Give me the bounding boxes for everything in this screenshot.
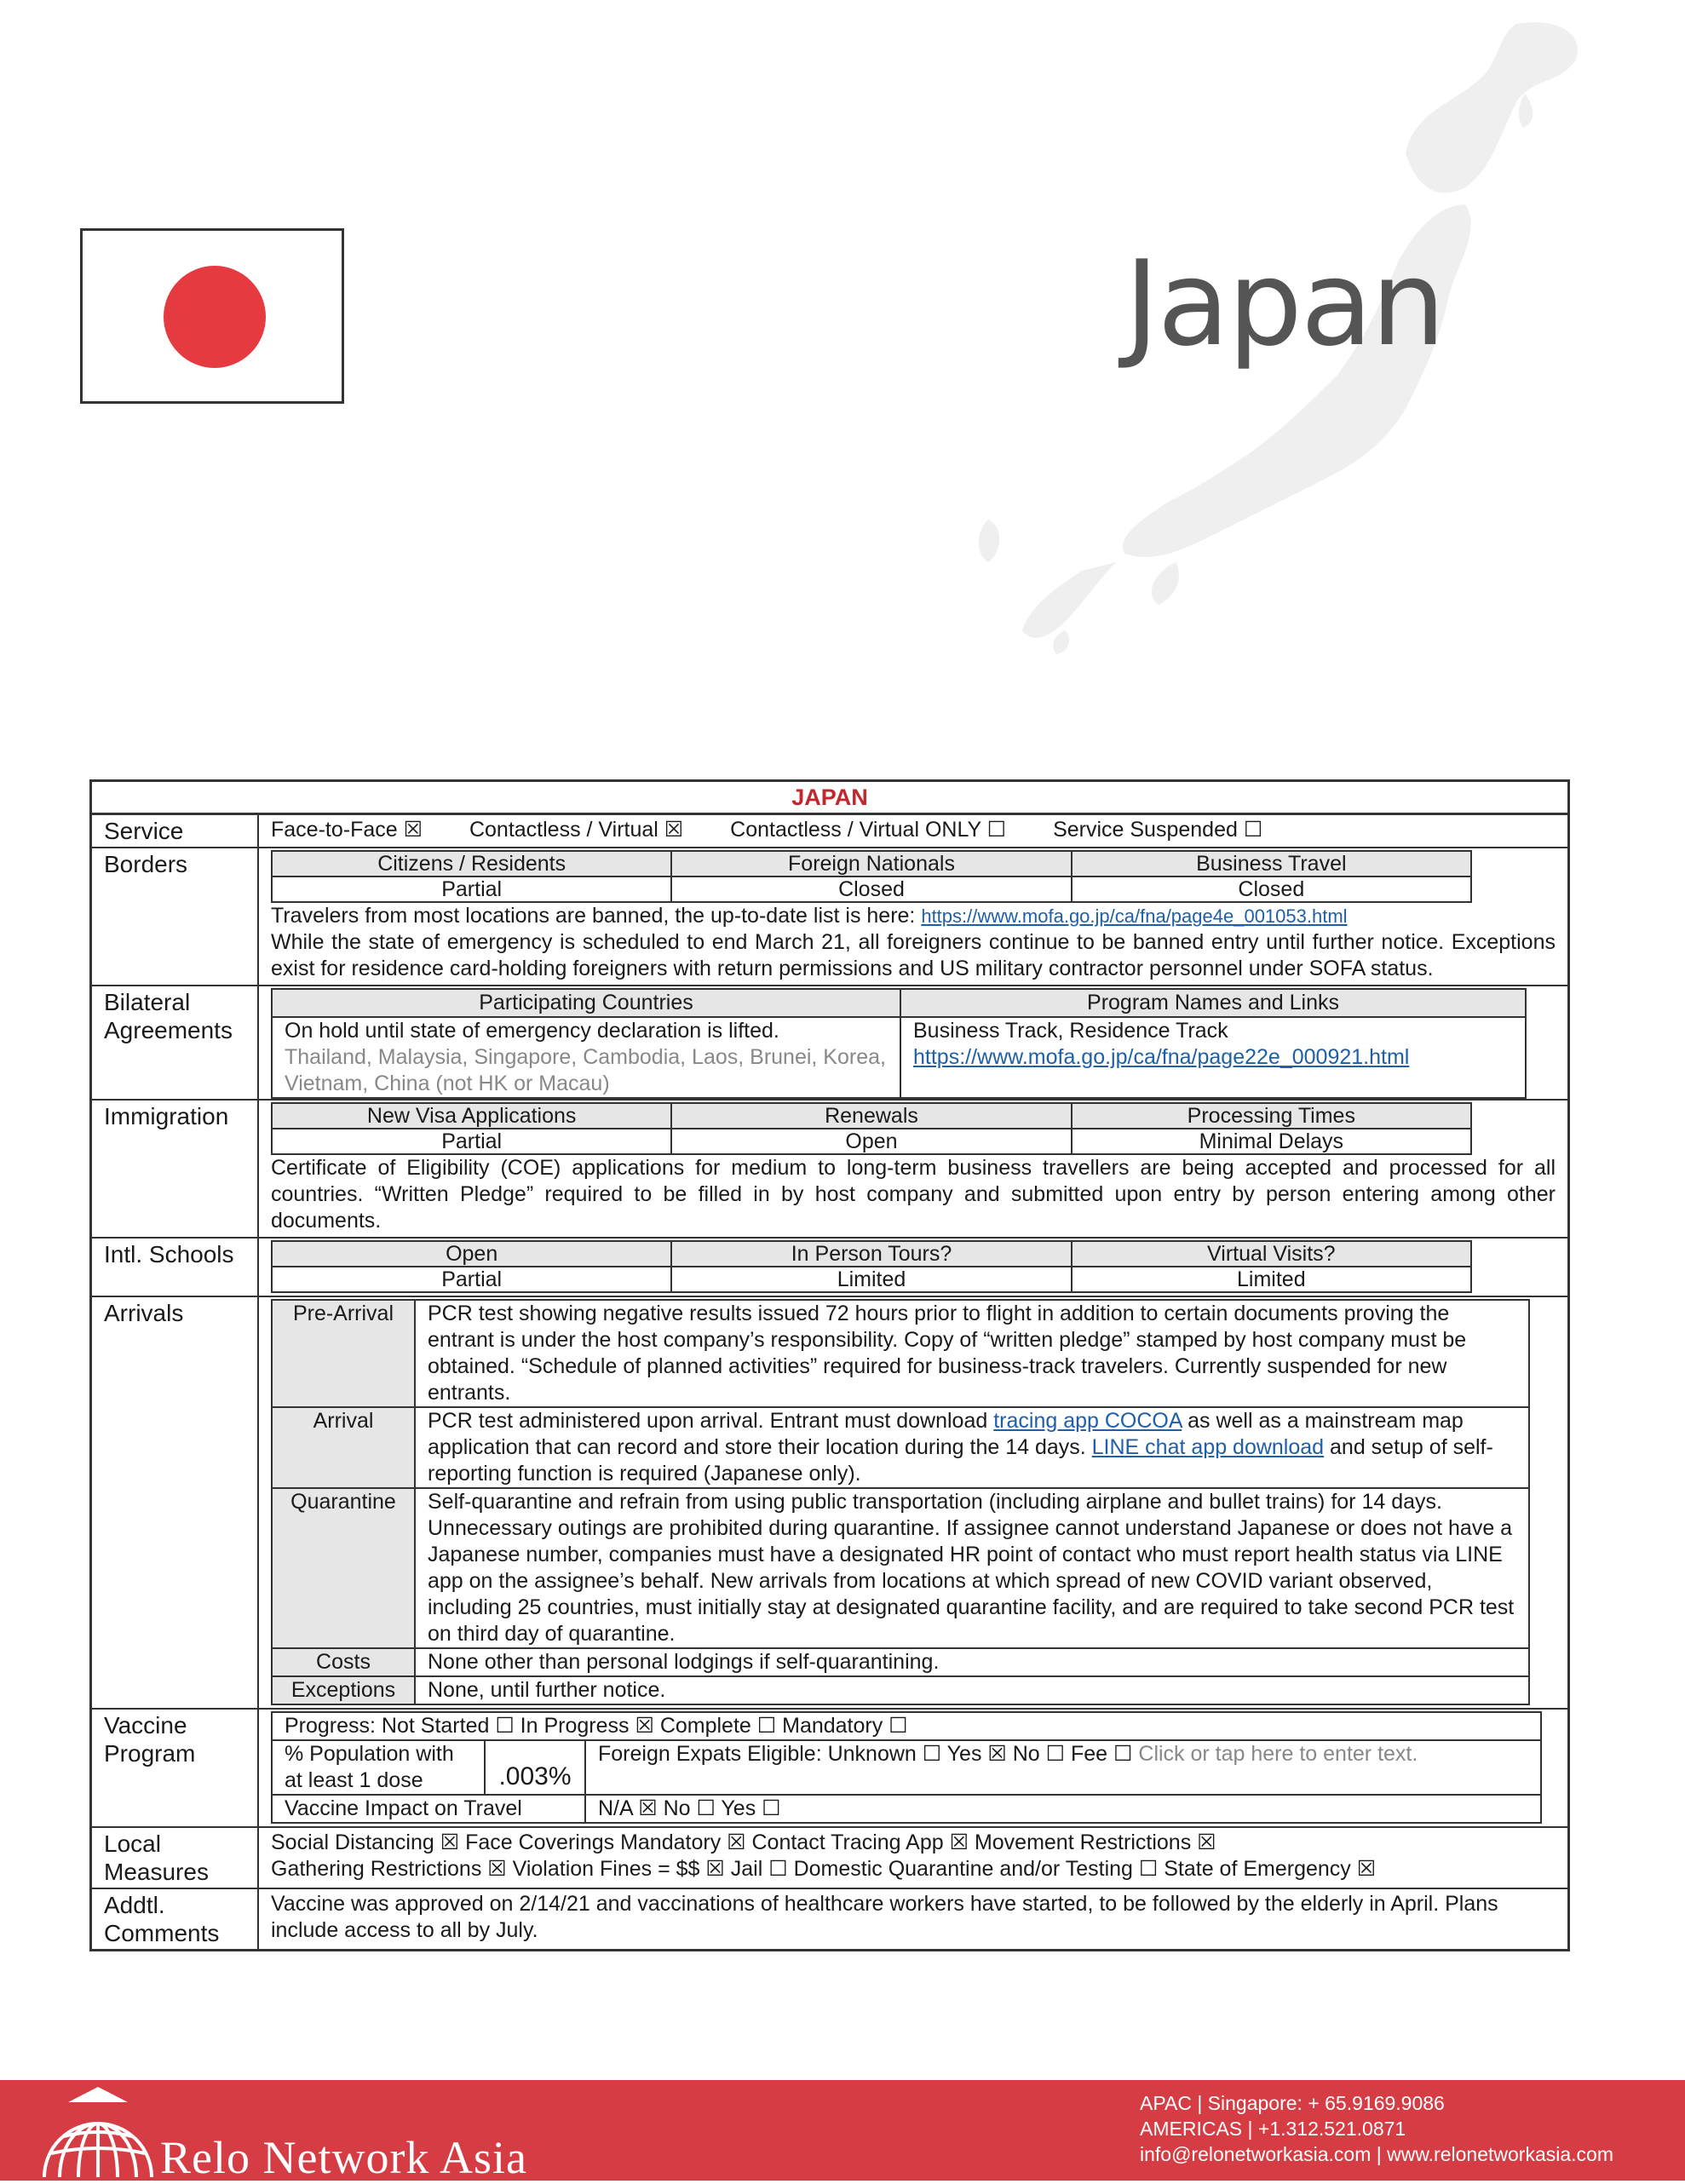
arrivals-key: Exceptions bbox=[273, 1677, 416, 1704]
vaccine-table bbox=[271, 1711, 1542, 1824]
arrivals-row bbox=[273, 1487, 1528, 1647]
row-arrivals bbox=[92, 1296, 1567, 1708]
contact-block bbox=[1140, 2090, 1613, 2167]
row-bilateral bbox=[92, 985, 1567, 1099]
header-cell: Open bbox=[271, 1240, 670, 1267]
label-line: Bilateral bbox=[104, 989, 191, 1015]
header-cell: Foreign Nationals bbox=[670, 850, 1070, 877]
header-cell: Business Travel bbox=[1071, 850, 1472, 877]
label-line: Addtl. bbox=[104, 1892, 165, 1918]
arrival-text: as well as a mainstream map application that can record and store their location during the 14 days. bbox=[428, 1409, 1464, 1459]
impact-label: Vaccine Impact on Travel bbox=[273, 1796, 586, 1822]
service-option: Contactless / Virtual ONLY ☐ bbox=[730, 818, 1007, 842]
arrivals-row bbox=[273, 1675, 1528, 1704]
pct-label: % Population with at least 1 dose bbox=[273, 1741, 486, 1794]
local-line: Social Distancing ☒ Face Coverings Mandatory ☒ Contact Tracing App ☒ Movement Restrictions ☒ bbox=[271, 1831, 1216, 1854]
borders-header bbox=[271, 850, 1472, 877]
value-cell: Partial bbox=[271, 877, 670, 903]
contact-line[interactable]: info@relonetworkasia.com | www.relonetworkasia.com bbox=[1140, 2143, 1613, 2165]
row-label: Service bbox=[92, 815, 259, 847]
arrivals-row bbox=[273, 1406, 1528, 1487]
note-text: Travelers from most locations are banned, the up-to-date list is here: bbox=[271, 904, 922, 928]
label-line: Vaccine bbox=[104, 1712, 187, 1739]
arrivals-row bbox=[273, 1647, 1528, 1675]
immigration-note: Certificate of Eligibility (COE) applications for medium to long-term business travellers are being accepted and processed for all countries. “Written Pledge” required to be filled in by host company and submitted upon entry by person entering among other documents. bbox=[271, 1156, 1556, 1233]
note-text: While the state of emergency is scheduled to end March 21, all foreigners continue to be banned entry until further notice. Exceptions exist for residence card-holding foreigners with return permissions and US military contractor personnel under SOFA status. bbox=[271, 930, 1556, 980]
table-title: JAPAN bbox=[89, 779, 1570, 815]
row-service bbox=[92, 815, 1567, 847]
bilateral-header bbox=[271, 988, 1527, 1018]
japan-flag bbox=[80, 228, 344, 404]
row-label bbox=[92, 986, 259, 1099]
arrivals-value: Self-quarantine and refrain from using public transportation (including airplane and bullet trains) for 14 days. Unnecessary outings are prohibited during quarantine. If assignee cannot understand Japanese or does not have a Japanese number, companies must have a designated HR point of contact who must report health status via LINE app on the assignee’s behalf. New arrivals from locations at which spread of new COVID variant observed, including 25 countries, must initially stay at designated quarantine facility, and are required to take second PCR test on third day of quarantine. bbox=[428, 1490, 1515, 1646]
eligibility-text: Foreign Expats Eligible: Unknown ☐ Yes ☒ No ☐ Fee ☐ bbox=[598, 1742, 1139, 1766]
row-label bbox=[92, 1710, 259, 1826]
bilateral-body bbox=[271, 1018, 1527, 1099]
arrivals-value: None other than personal lodgings if self-quarantining. bbox=[428, 1650, 940, 1674]
header-cell: Processing Times bbox=[1071, 1102, 1472, 1129]
value-cell: Closed bbox=[670, 877, 1070, 903]
row-label: Borders bbox=[92, 848, 259, 985]
label-line: Measures bbox=[104, 1859, 209, 1885]
row-label: Immigration bbox=[92, 1101, 259, 1237]
countries-status: On hold until state of emergency declaration is lifted. bbox=[285, 1019, 779, 1043]
brand-name: Relo Network Asia bbox=[160, 2132, 527, 2183]
arrivals-row bbox=[273, 1301, 1528, 1406]
row-borders bbox=[92, 847, 1567, 985]
line-app-link[interactable]: LINE chat app download bbox=[1091, 1435, 1325, 1459]
value-cell: Partial bbox=[271, 1129, 670, 1155]
program-names: Business Track, Residence Track bbox=[913, 1019, 1228, 1043]
vaccine-progress: Progress: Not Started ☐ In Progress ☒ Complete ☐ Mandatory ☐ bbox=[285, 1714, 908, 1738]
value-cell: Minimal Delays bbox=[1071, 1129, 1472, 1155]
arrivals-key: Costs bbox=[273, 1649, 416, 1675]
mofa-link[interactable]: https://www.mofa.go.jp/ca/fna/page4e_001053.html bbox=[921, 905, 1348, 927]
value-cell: Open bbox=[670, 1129, 1070, 1155]
comments-text: Vaccine was approved on 2/14/21 and vaccinations of healthcare workers have started, to be followed by the elderly in April. Plans include access to all by July. bbox=[271, 1892, 1498, 1942]
row-label: Arrivals bbox=[92, 1297, 259, 1708]
header-cell: Program Names and Links bbox=[900, 988, 1527, 1018]
row-vaccine bbox=[92, 1708, 1567, 1826]
arrivals-table bbox=[271, 1299, 1530, 1705]
arrivals-key: Pre-Arrival bbox=[273, 1301, 416, 1406]
eligibility-placeholder[interactable]: Click or tap here to enter text. bbox=[1138, 1742, 1418, 1766]
borders-values bbox=[271, 877, 1472, 903]
footer-bar bbox=[0, 2080, 1685, 2181]
value-cell: Limited bbox=[1071, 1267, 1472, 1293]
countries-list: Thailand, Malaysia, Singapore, Cambodia, Laos, Brunei, Korea, Vietnam, China (not HK or Macau) bbox=[285, 1045, 886, 1095]
arrivals-key: Quarantine bbox=[273, 1489, 416, 1647]
flag-red-circle bbox=[164, 266, 266, 368]
service-option: Face-to-Face ☒ bbox=[271, 818, 423, 842]
label-line: Comments bbox=[104, 1920, 220, 1946]
program-link[interactable]: https://www.mofa.go.jp/ca/fna/page22e_000921.html bbox=[913, 1045, 1410, 1069]
header-cell: Participating Countries bbox=[271, 988, 900, 1018]
row-schools bbox=[92, 1237, 1567, 1296]
header-cell: Virtual Visits? bbox=[1071, 1240, 1472, 1267]
arrivals-value: PCR test showing negative results issued 72 hours prior to flight in addition to certain documents proving the entrant is under the host company’s responsibility. Copy of “written pledge” stamped by host company must be obtained. “Schedule of planned activities” required for business-track travelers. Currently suspended for new entrants. bbox=[428, 1302, 1467, 1405]
header-cell: Renewals bbox=[670, 1102, 1070, 1129]
contact-line: APAC | Singapore: + 65.9169.9086 bbox=[1140, 2092, 1445, 2114]
row-immigration bbox=[92, 1099, 1567, 1237]
country-title: Japan bbox=[1124, 235, 1444, 372]
globe-logo-icon bbox=[34, 2085, 162, 2179]
arrivals-value: None, until further notice. bbox=[428, 1678, 666, 1702]
borders-note bbox=[271, 903, 1556, 982]
header-cell: Citizens / Residents bbox=[271, 850, 670, 877]
value-cell: Limited bbox=[670, 1267, 1070, 1293]
value-cell: Partial bbox=[271, 1267, 670, 1293]
immigration-values bbox=[271, 1129, 1472, 1155]
arrival-text: PCR test administered upon arrival. Entrant must download bbox=[428, 1409, 994, 1433]
service-option: Service Suspended ☐ bbox=[1053, 818, 1263, 842]
row-local-measures bbox=[92, 1826, 1567, 1888]
schools-header bbox=[271, 1240, 1472, 1267]
arrivals-key: Arrival bbox=[273, 1408, 416, 1487]
row-label bbox=[92, 1828, 259, 1888]
arrivals-value bbox=[416, 1408, 1528, 1487]
arrival-text: and setup of self-reporting function is required (Japanese only). bbox=[428, 1435, 1493, 1486]
header-cell: In Person Tours? bbox=[670, 1240, 1070, 1267]
impact-options: N/A ☒ No ☐ Yes ☐ bbox=[598, 1796, 781, 1820]
row-label: Intl. Schools bbox=[92, 1239, 259, 1296]
label-line: Program bbox=[104, 1740, 196, 1767]
label-line: Agreements bbox=[104, 1017, 233, 1043]
country-info-table bbox=[89, 779, 1570, 1951]
label-line: Local bbox=[104, 1831, 161, 1857]
row-label bbox=[92, 1889, 259, 1949]
immigration-header bbox=[271, 1102, 1472, 1129]
schools-values bbox=[271, 1267, 1472, 1293]
cocoa-app-link[interactable]: tracing app COCOA bbox=[993, 1409, 1182, 1433]
local-line: Gathering Restrictions ☒ Violation Fines = $$ ☒ Jail ☐ Domestic Quarantine and/or Testing ☐ State of Emergency ☒ bbox=[271, 1857, 1377, 1881]
contact-line: AMERICAS | +1.312.521.0871 bbox=[1140, 2118, 1406, 2140]
row-comments bbox=[92, 1888, 1567, 1949]
pct-value: .003% bbox=[486, 1741, 586, 1794]
service-options bbox=[259, 815, 1567, 847]
service-option: Contactless / Virtual ☒ bbox=[469, 818, 684, 842]
header-cell: New Visa Applications bbox=[271, 1102, 670, 1129]
value-cell: Closed bbox=[1071, 877, 1472, 903]
